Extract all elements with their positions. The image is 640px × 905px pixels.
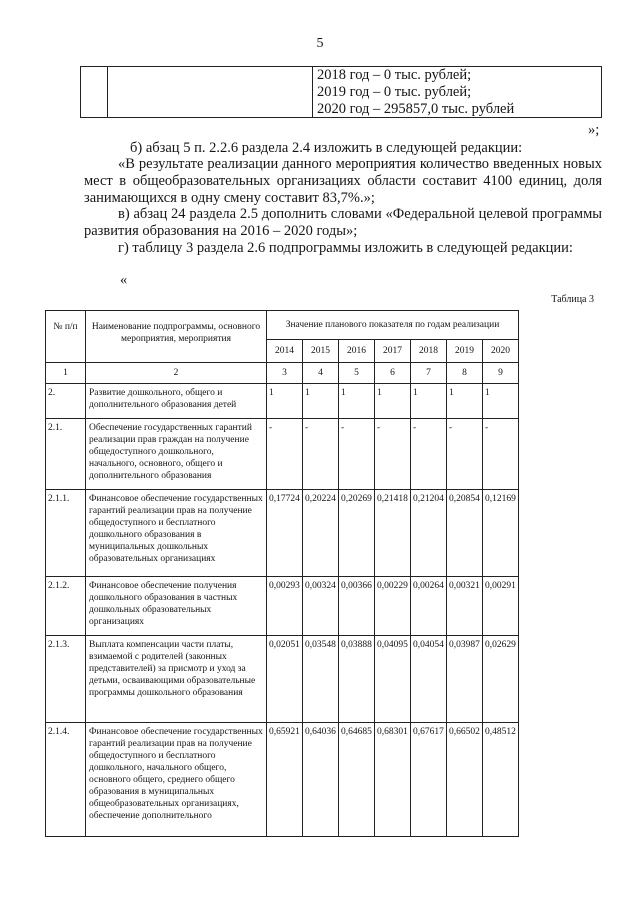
row-value: 1: [447, 384, 483, 419]
row-value: 1: [483, 384, 519, 419]
row-value: 0,00324: [303, 577, 339, 636]
column-number: 9: [483, 363, 519, 384]
table-row: [46, 723, 519, 837]
row-value: 1: [411, 384, 447, 419]
table-row: [46, 636, 519, 723]
row-value: 0,03548: [303, 636, 339, 723]
row-value: 0,64685: [339, 723, 375, 837]
column-number: 6: [375, 363, 411, 384]
column-number: 5: [339, 363, 375, 384]
row-number: 2.1.2.: [46, 577, 86, 636]
row-value: 0,00366: [339, 577, 375, 636]
column-number: 3: [267, 363, 303, 384]
paragraph-b: б) абзац 5 п. 2.2.6 раздела 2.4 изложить в следующей редакции:: [130, 140, 523, 156]
column-number: 8: [447, 363, 483, 384]
header-year: 2017: [375, 340, 411, 363]
table-header-row: [46, 311, 519, 340]
column-number: 2: [86, 363, 267, 384]
row-value: 0,03888: [339, 636, 375, 723]
header-year: 2020: [483, 340, 519, 363]
top-table-col-num: [81, 67, 108, 117]
row-value: -: [303, 419, 339, 490]
row-number: 2.1.3.: [46, 636, 86, 723]
row-value: 1: [267, 384, 303, 419]
row-value: 0,21418: [375, 490, 411, 577]
row-value: 1: [303, 384, 339, 419]
row-name: Развитие дошкольного, общего и дополнительного образования детей: [86, 384, 267, 419]
row-value: -: [483, 419, 519, 490]
row-value: -: [447, 419, 483, 490]
header-num: № п/п: [46, 311, 86, 363]
row-number: 2.1.4.: [46, 723, 86, 837]
top-table-col-name: [107, 67, 313, 117]
header-values-group: Значение планового показателя по годам реализации: [267, 311, 519, 340]
row-value: 0,04054: [411, 636, 447, 723]
row-value: 0,64036: [303, 723, 339, 837]
row-name: Финансовое обеспечение государственных гарантий реализации прав на получение общедоступного и бесплатного дошкольного образования в муниципальных дошкольных образовательных организациях: [86, 490, 267, 577]
page-number: 5: [316, 36, 324, 51]
row-value: 0,68301: [375, 723, 411, 837]
top-table-line: 2019 год – 0 тыс. рублей;: [317, 84, 472, 100]
table-row: [46, 384, 519, 419]
column-number: 4: [303, 363, 339, 384]
row-name: Финансовое обеспечение государственных гарантий реализации прав на получение общедоступного и бесплатного дошкольного, начального общего, основного общего, среднего общего образования в муниципальных общеобразовательных организациях, обеспечение дополнительного: [86, 723, 267, 837]
row-value: 0,04095: [375, 636, 411, 723]
row-value: 0,20854: [447, 490, 483, 577]
header-year: 2018: [411, 340, 447, 363]
column-numbers-row: [46, 363, 519, 384]
table-row: [46, 419, 519, 490]
top-table-fragment: [80, 66, 602, 118]
row-value: 0,00293: [267, 577, 303, 636]
top-table-col-values: [314, 67, 601, 117]
row-value: -: [267, 419, 303, 490]
row-value: 0,03987: [447, 636, 483, 723]
row-number: 2.1.1.: [46, 490, 86, 577]
row-value: 0,66502: [447, 723, 483, 837]
table-caption: Таблица 3: [551, 294, 594, 305]
row-value: 0,02051: [267, 636, 303, 723]
paragraph-v: в) абзац 24 раздела 2.5 дополнить словами «Федеральной целевой программы развития образования на 2016 – 2020 годы»;: [84, 206, 602, 239]
top-table-line: 2018 год – 0 тыс. рублей;: [317, 67, 472, 83]
row-value: -: [411, 419, 447, 490]
header-year: 2015: [303, 340, 339, 363]
paragraph-g: г) таблицу 3 раздела 2.6 подпрограммы изложить в следующей редакции:: [118, 240, 573, 256]
row-value: 0,00291: [483, 577, 519, 636]
row-value: 0,65921: [267, 723, 303, 837]
table-row: [46, 490, 519, 577]
row-name: Выплата компенсации части платы, взимаемой с родителей (законных представителей) за присмотр и уход за детьми, осваивающими образовательные программы дошкольного образования: [86, 636, 267, 723]
column-number: 7: [411, 363, 447, 384]
row-value: -: [339, 419, 375, 490]
row-name: Финансовое обеспечение получения дошкольного образования в частных дошкольных образовательных организациях: [86, 577, 267, 636]
row-value: 1: [375, 384, 411, 419]
row-value: 0,20224: [303, 490, 339, 577]
table-row: [46, 577, 519, 636]
row-value: 1: [339, 384, 375, 419]
paragraph-quote: «В результате реализации данного мероприятия количество введенных новых мест в общеобразовательных организациях области составит 4100 единиц, доля занимающихся в одну смену составит 83,7%.»;: [84, 156, 602, 206]
row-value: 0,17724: [267, 490, 303, 577]
row-number: 2.: [46, 384, 86, 419]
row-value: 0,00321: [447, 577, 483, 636]
row-value: 0,00264: [411, 577, 447, 636]
column-number: 1: [46, 363, 86, 384]
row-value: 0,21204: [411, 490, 447, 577]
row-value: 0,48512: [483, 723, 519, 837]
row-value: -: [375, 419, 411, 490]
row-name: Обеспечение государственных гарантий реализации прав граждан на получение общедоступного дошкольного, начального, основного, общего и дополнительного образования: [86, 419, 267, 490]
top-table-line: 2020 год – 295857,0 тыс. рублей: [317, 101, 515, 117]
header-name: Наименование подпрограммы, основного мероприятия, мероприятия: [86, 311, 267, 363]
header-year: 2016: [339, 340, 375, 363]
row-value: 0,00229: [375, 577, 411, 636]
row-value: 0,12169: [483, 490, 519, 577]
row-value: 0,02629: [483, 636, 519, 723]
row-value: 0,67617: [411, 723, 447, 837]
header-year: 2019: [447, 340, 483, 363]
header-year: 2014: [267, 340, 303, 363]
closing-quote-mark: »;: [588, 122, 600, 138]
row-number: 2.1.: [46, 419, 86, 490]
row-value: 0,20269: [339, 490, 375, 577]
open-quote-mark: «: [120, 272, 128, 288]
table-3: [45, 310, 519, 837]
